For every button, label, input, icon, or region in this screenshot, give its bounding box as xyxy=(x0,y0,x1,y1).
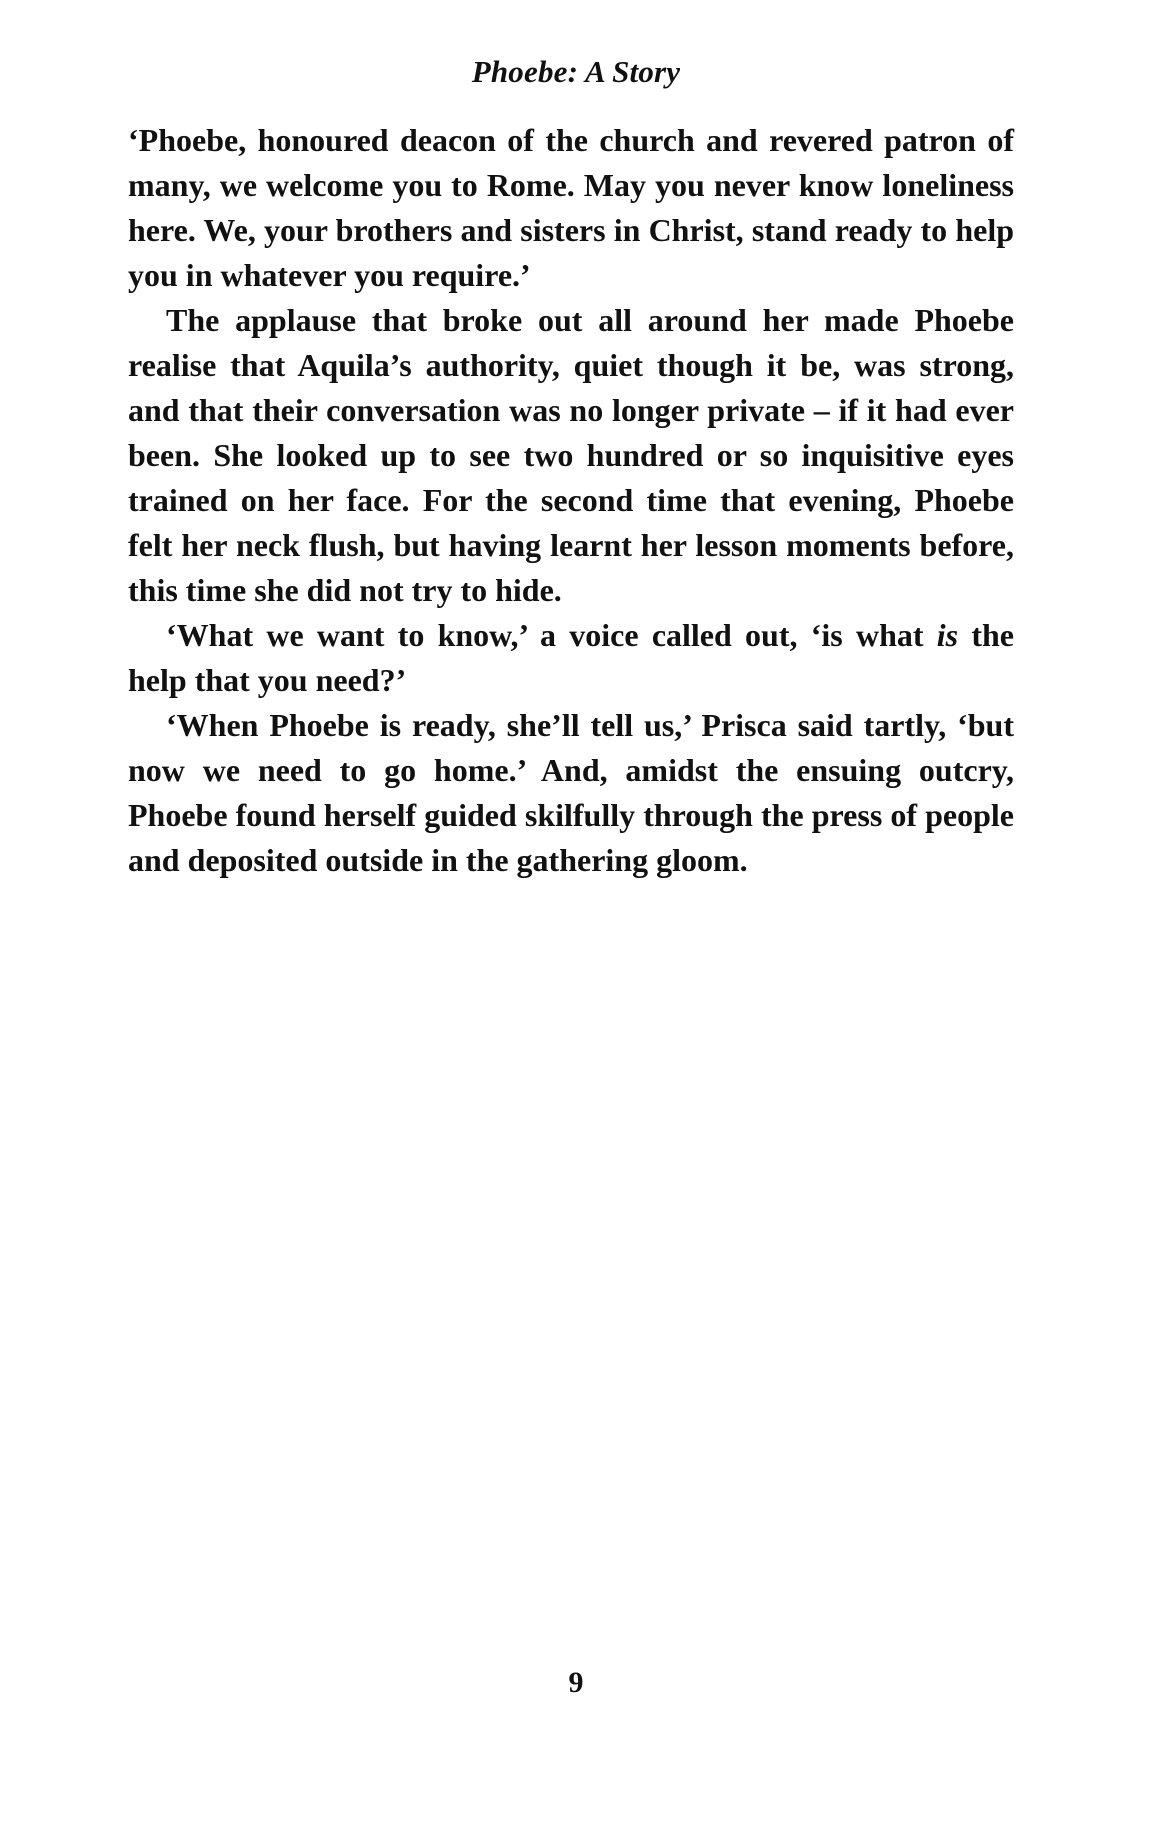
paragraph-1: ‘Phoebe, honoured deacon of the church and revered patron of many, we welcome you to Rome. May you never know loneliness here. We, your brothers and sisters in Christ, stand ready to help you in whatever you require.’ xyxy=(128,122,1014,293)
running-head: Phoebe: A Story xyxy=(471,54,681,89)
paragraph-3 xyxy=(128,613,1014,703)
body-text xyxy=(128,118,1014,883)
paragraph-3-text-before: ‘What we want to know,’ a voice called out, ‘is what xyxy=(166,617,937,653)
paragraph-3-emphasis: is xyxy=(936,617,959,653)
paragraph-4: ‘When Phoebe is ready, she’ll tell us,’ Prisca said tartly, ‘but now we need to go home.’ And, amidst the ensuing outcry, Phoebe found herself guided skilfully through the press of people and deposited outside in the gathering gloom. xyxy=(128,707,1014,878)
paragraph-2: The applause that broke out all around her made Phoebe realise that Aquila’s authority, quiet though it be, was strong, and that their conversation was no longer private – if it had ever been. She looked up to see two hundred or so inquisitive eyes trained on her face. For the second time that evening, Phoebe felt her neck flush, but having learnt her lesson moments before, this time she did not try to hide. xyxy=(128,302,1014,608)
page-number: 9 xyxy=(568,1666,584,1699)
paragraph-3-text-after: the help that you need?’ xyxy=(128,617,1015,698)
